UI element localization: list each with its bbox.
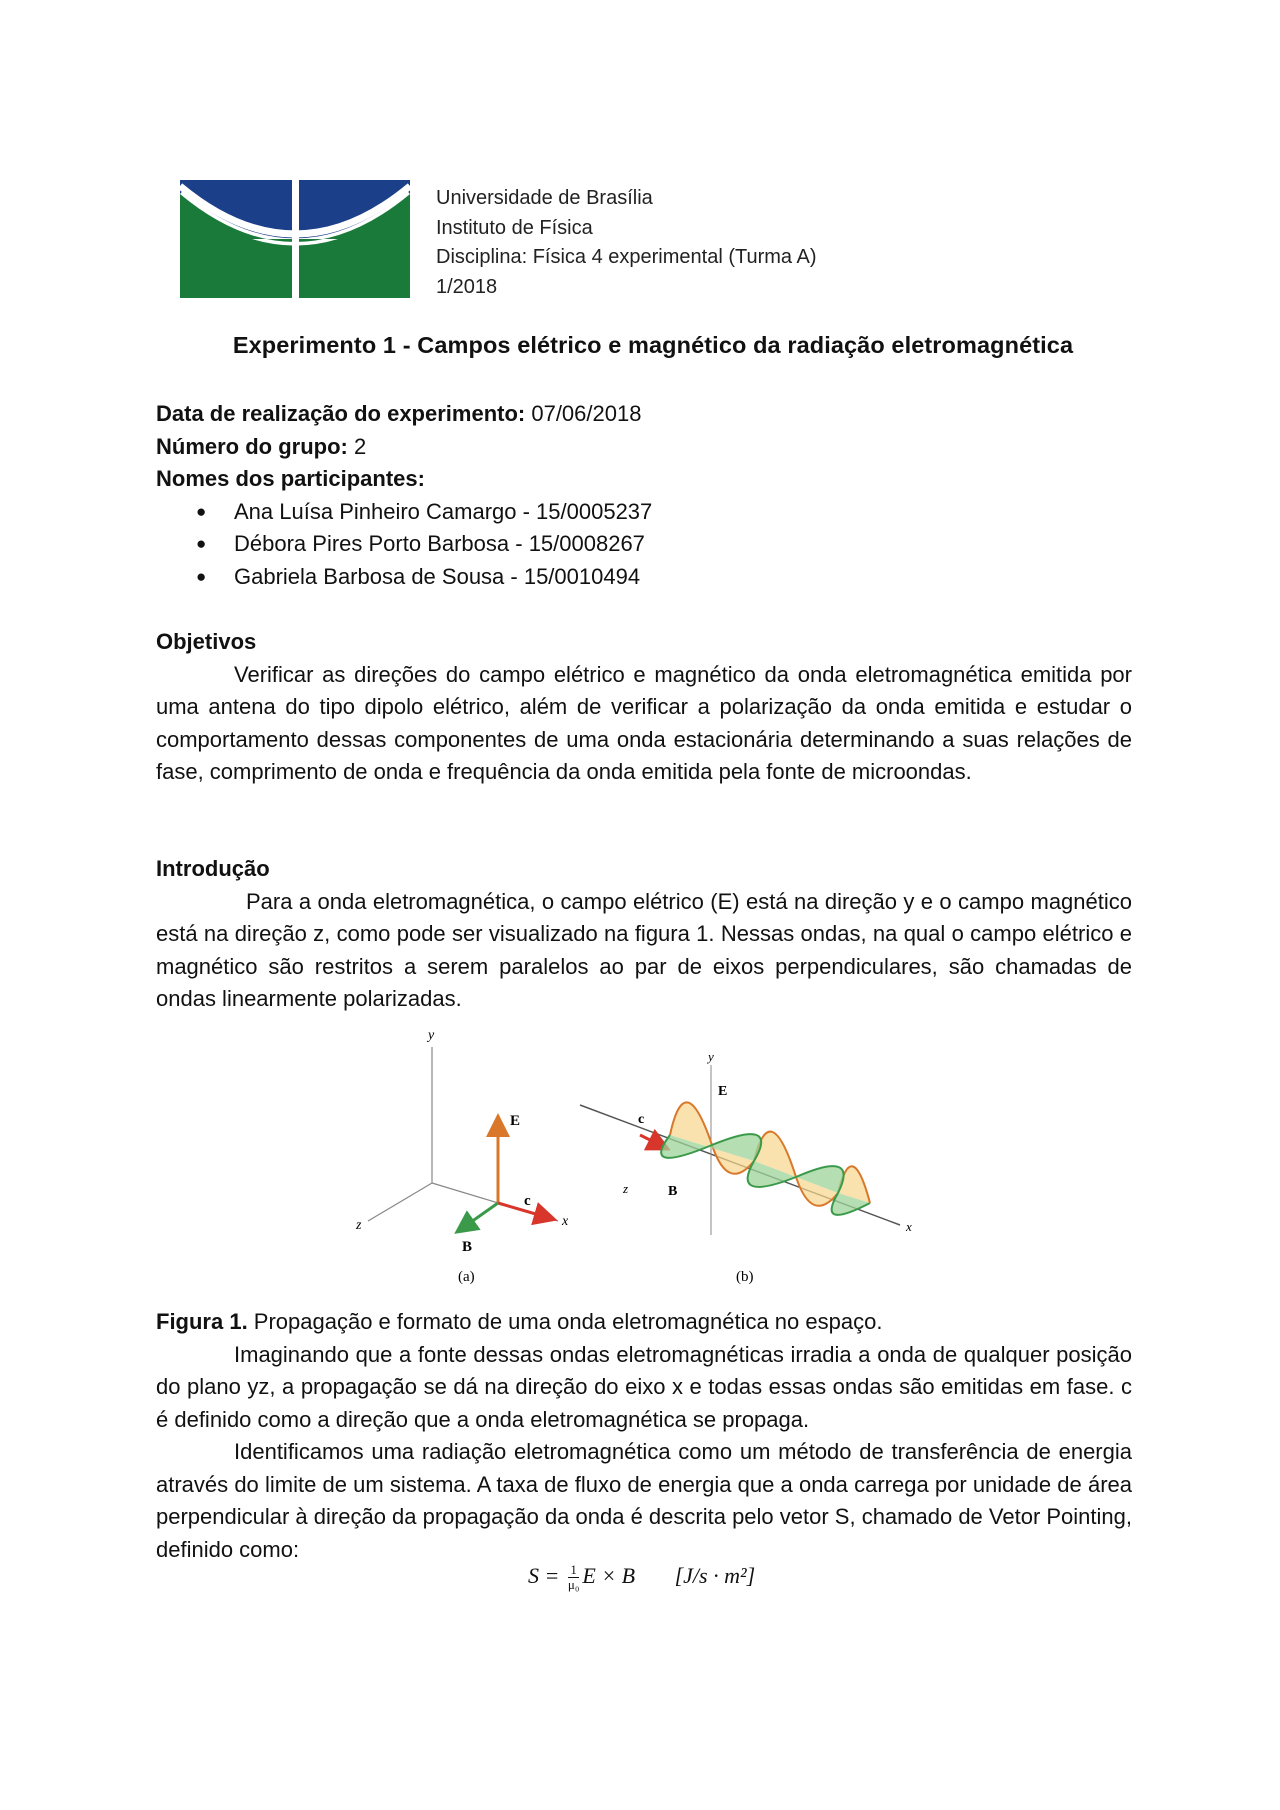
figure-caption-text: Propagação e formato de uma onda eletromagnética no espaço. [247, 1309, 883, 1334]
formula-numerator: 1 [568, 1563, 580, 1578]
c-vector-arrow [498, 1203, 546, 1217]
subfigure-a-label: (a) [458, 1269, 475, 1285]
group-value: 2 [347, 433, 367, 459]
date-line [156, 398, 1132, 431]
paragraph-propagation: Imaginando que a fonte dessas ondas eletromagnéticas irradia a onda de qualquer posição do plano yz, a propagação se dá na direção do eixo x e todas essas ondas são emitidas em fase. c é definido como a direção que a onda eletromagnética se propaga. [156, 1341, 1132, 1432]
c-vector-label: c [524, 1193, 531, 1209]
axis-z-label-b: z [623, 1181, 629, 1196]
participants-list [156, 496, 1132, 594]
b-vector-label: B [462, 1239, 473, 1255]
figure-caption-label: Figura 1. [156, 1309, 248, 1334]
participants-label: Nomes dos participantes: [156, 466, 425, 491]
formula-fraction [568, 1563, 580, 1592]
figure-1a [355, 1028, 569, 1285]
list-item: ● Ana Luísa Pinheiro Camargo - 15/0005237 [156, 496, 1132, 529]
axis-y-label-b: y [708, 1049, 714, 1064]
b-vector-arrow [464, 1203, 498, 1227]
figure-1b [580, 1049, 912, 1285]
body-after-figure [156, 1306, 1132, 1566]
paragraph-poynting: Identificamos uma radiação eletromagnética como um método de transferência de energia através do limite de um sistema. A taxa de fluxo de energia que a onda carrega por unidade de área perpendicular à direção da propagação da onda é descrita pelo vetor S, chamado de Vetor Pointing, definido como: [156, 1439, 1132, 1562]
e-label-b: E [718, 1084, 728, 1099]
e-vector-label: E [510, 1113, 521, 1129]
document-title: Experimento 1 - Campos elétrico e magnético da radiação eletromagnética [232, 332, 1074, 358]
objetivos-heading: Objetivos [156, 629, 257, 654]
subfigure-b-label: (b) [736, 1269, 754, 1285]
axis-y-label: y [428, 1028, 435, 1043]
c-label-b: c [638, 1112, 645, 1127]
university-name: Universidade de Brasília [436, 187, 653, 209]
unb-logo [180, 180, 410, 298]
objetivos-paragraph: Verificar as direções do campo elétrico e magnético da onda eletromagnética emitida por uma antena do tipo dipolo elétrico, além de verificar a polarização da onda emitida e estudar o comportamento dessas componentes de uma onda estacionária determinando a suas relações de fase, comprimento de onda e frequência da onda emitida pela fonte de microondas. [156, 661, 1132, 784]
list-item: ● Débora Pires Porto Barbosa - 15/0008267 [156, 528, 1132, 561]
formula-denominator: μ₀ [567, 1577, 580, 1593]
formula-lhs: S = [528, 1563, 560, 1588]
discipline: Disciplina: Física 4 experimental (Turma A) [436, 246, 817, 268]
b-label-b: B [668, 1184, 678, 1199]
institute-name: Instituto de Física [436, 216, 593, 239]
figure-1 [340, 1025, 940, 1295]
institution-header [436, 184, 817, 302]
date-value: 07/06/2018 [525, 401, 642, 426]
list-item: ● Gabriela Barbosa de Sousa - 15/0010494 [156, 561, 1132, 594]
date-label: Data de realização do experimento: [156, 401, 526, 426]
introducao-section [156, 853, 1132, 1016]
introducao-paragraph: Para a onda eletromagnética, o campo elétrico (E) está na direção y e o campo magnético está na direção z, como pode ser visualizado na figura 1. Nessas ondas, na qual o campo elétrico e magnético são restritos a serem paralelos ao par de eixos perpendiculares, são chamadas de ondas linearmente polarizadas. [156, 888, 1132, 1011]
formula-units: [J/s · m²] [674, 1563, 756, 1588]
figure-caption [156, 1306, 1132, 1339]
experiment-metadata [156, 398, 1132, 593]
axis-x-label: x [562, 1214, 569, 1229]
axis-z-label: z [356, 1218, 362, 1233]
formula-rhs: E × B [582, 1563, 636, 1588]
group-line [156, 431, 1132, 464]
axis-x-label-b: x [906, 1219, 912, 1234]
c-arrow-b [640, 1135, 660, 1145]
poynting-formula [528, 1563, 755, 1592]
objetivos-section [156, 626, 1132, 789]
group-label: Número do grupo: [156, 433, 348, 459]
semester: 1/2018 [436, 275, 498, 298]
introducao-heading: Introdução [156, 856, 270, 881]
